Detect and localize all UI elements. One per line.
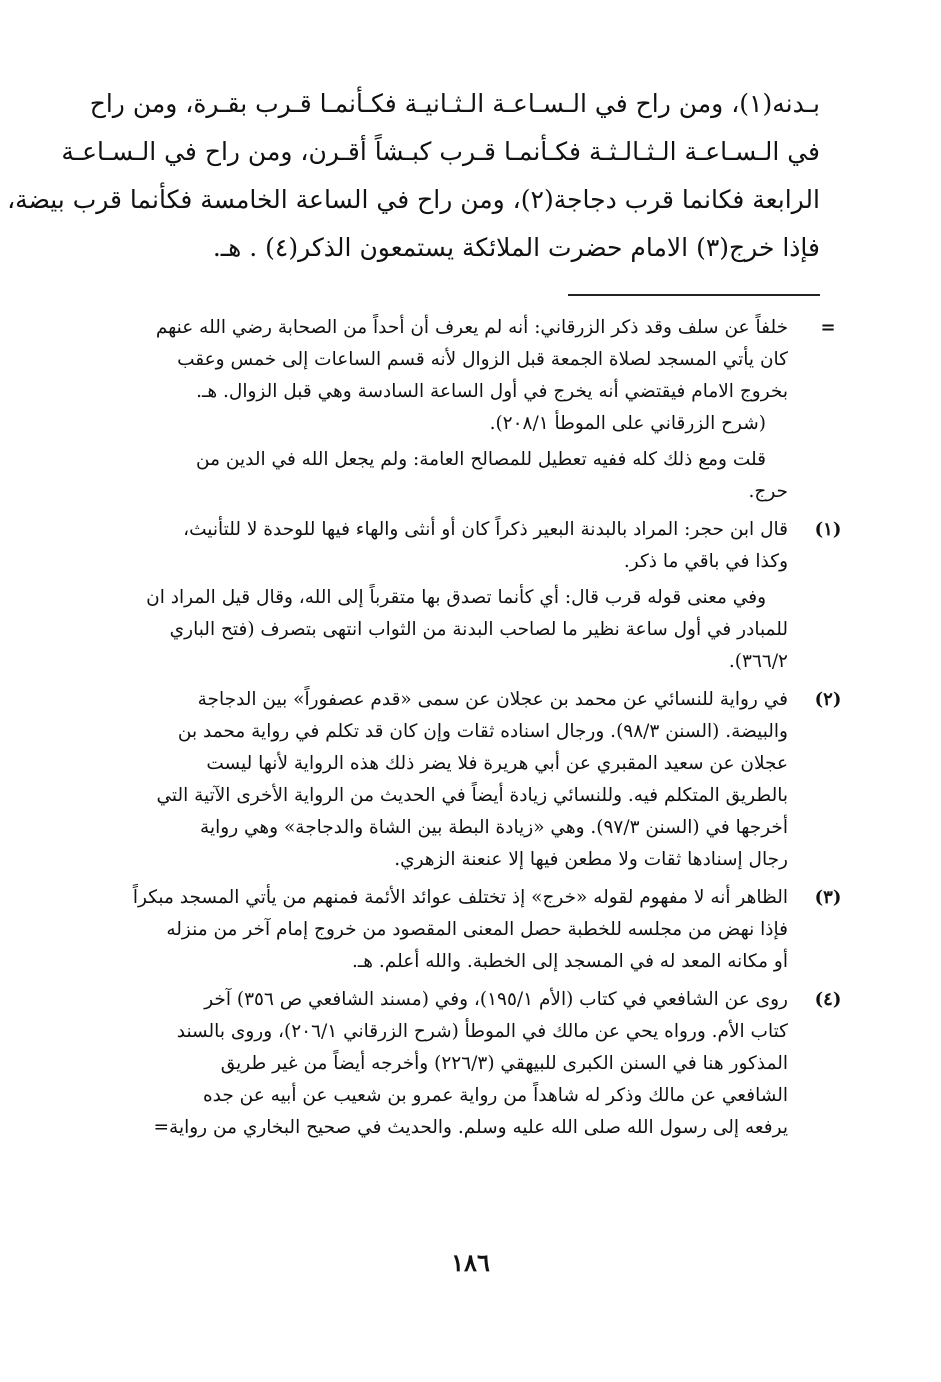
footnote-separator (568, 294, 820, 296)
footnote-line: حرج. (748, 481, 788, 502)
footnote-line: وفي معنى قوله قرب قال: أي كأنما تصدق بها متقرباً إلى الله، وقال قيل المراد ان (146, 587, 766, 608)
footnote-line: (شرح الزرقاني على الموطأ ٢٠٨/١). (489, 413, 766, 434)
footnote-line: فإذا نهض من مجلسه للخطبة حصل المعنى المقصود من خروج إمام آخر من منزله (166, 919, 788, 940)
main-text (7, 80, 820, 272)
footnote-number: (١) (814, 519, 842, 540)
page-number: ١٨٦ (451, 1248, 490, 1277)
footnote-line: في رواية للنسائي عن محمد بن عجلان عن سمى «قدم عصفوراً» بين الدجاجة (197, 689, 788, 710)
footnote-continuation (112, 312, 836, 508)
footnote-number: (٢) (814, 689, 842, 710)
footnote-line: بخروج الامام فيقتضي أنه يخرج في أول الساعة السادسة وهي قبل الزوال. هـ. (196, 381, 788, 402)
footnote-line: قال ابن حجر: المراد بالبدنة البعير ذكراً كان أو أنثى والهاء فيها للوحدة لا للتأنيث، (183, 519, 788, 540)
footnote-4 (112, 984, 842, 1144)
footnotes (112, 312, 842, 1144)
footnote-line: والبيضة. (السنن ٩٨/٣). ورجال اسناده ثقات وإن كان قد تكلم في رواية محمد بن (177, 721, 788, 742)
footnote-line: خلفاً عن سلف وقد ذكر الزرقاني: أنه لم يعرف أن أحداً من الصحابة رضي الله عنهم (155, 317, 788, 338)
footnote-3 (112, 882, 842, 978)
footnote-line: وكذا في باقي ما ذكر. (623, 551, 788, 572)
footnote-line: أخرجها في (السنن ٩٧/٣). وهي «زيادة البطة بين الشاة والدجاجة» وهي رواية (200, 817, 788, 838)
footnote-line: للمبادر في أول ساعة نظير ما لصاحب البدنة من الثواب انتهى بتصرف (فتح الباري (169, 619, 788, 640)
main-text-line: الرابعة فكانما قرب دجاجة(٢)، ومن راح في الساعة الخامسة فكأنما قرب بيضة، (7, 185, 820, 214)
footnote-line: الشافعي عن مالك وذكر له شاهداً من رواية عمرو بن شعيب عن أبيه عن جده (202, 1085, 788, 1106)
footnote-line: قلت ومع ذلك كله ففيه تعطيل للمصالح العامة: ولم يجعل الله في الدين من (196, 449, 766, 470)
footnote-line: كان يأتي المسجد لصلاة الجمعة قبل الزوال لأنه قسم الساعات إلى خمس وعقب (177, 349, 788, 370)
footnote-line: المذكور هنا في السنن الكبرى للبيهقي (٢٢٦/٣) وأخرجه أيضاً من غير طريق (220, 1053, 788, 1074)
footnote-line: عجلان عن سعيد المقبري عن أبي هريرة فلا يضر ذلك هذه الرواية لأنها ليست (206, 753, 788, 774)
main-text-line: فإذا خرج(٣) الامام حضرت الملائكة يستمعون الذكر(٤) . هـ. (212, 233, 820, 262)
footnote-number: (٤) (814, 989, 842, 1010)
footnote-line: يرفعه إلى رسول الله صلى الله عليه وسلم. والحديث في صحيح البخاري من رواية= (153, 1117, 788, 1138)
main-text-line: بـدنه(١)، ومن راح في الـسـاعـة الـثـانيـة فكـأنمـا قـرب بقـرة، ومن راح (89, 89, 820, 118)
footnote-1 (112, 514, 842, 678)
footnote-line: ٣٦٦/٢). (728, 651, 788, 672)
main-text-line: في الـسـاعـة الـثـالـثـة فكـأنمـا قـرب كبـشاً أقـرن، ومن راح في الـسـاعـة (61, 137, 820, 166)
footnote-line: روى عن الشافعي في كتاب (الأم ١٩٥/١)، وفي (مسند الشافعي ص ٣٥٦) آخر (204, 989, 788, 1010)
footnote-line: الظاهر أنه لا مفهوم لقوله «خرج» إذ تختلف عوائد الأئمة فمنهم من يأتي المسجد مبكراً (132, 887, 788, 908)
footnote-line: بالطريق المتكلم فيه. وللنسائي زيادة أيضاً في الحديث من الرواية الأخرى الآتية التي (156, 785, 788, 806)
footnote-line: أو مكانه المعد له في المسجد إلى الخطبة. والله أعلم. هـ. (351, 951, 788, 972)
footnote-number: (٣) (814, 887, 842, 908)
footnote-line: رجال إسنادها ثقات ولا مطعن فيها إلا عنعنة الزهري. (394, 849, 788, 870)
footnote-line: كتاب الأم. ورواه يحي عن مالك في الموطأ (شرح الزرقاني ٢٠٦/١)، وروى بالسند (176, 1021, 788, 1042)
continuation-marker: = (820, 317, 836, 338)
footnote-2 (112, 684, 842, 876)
